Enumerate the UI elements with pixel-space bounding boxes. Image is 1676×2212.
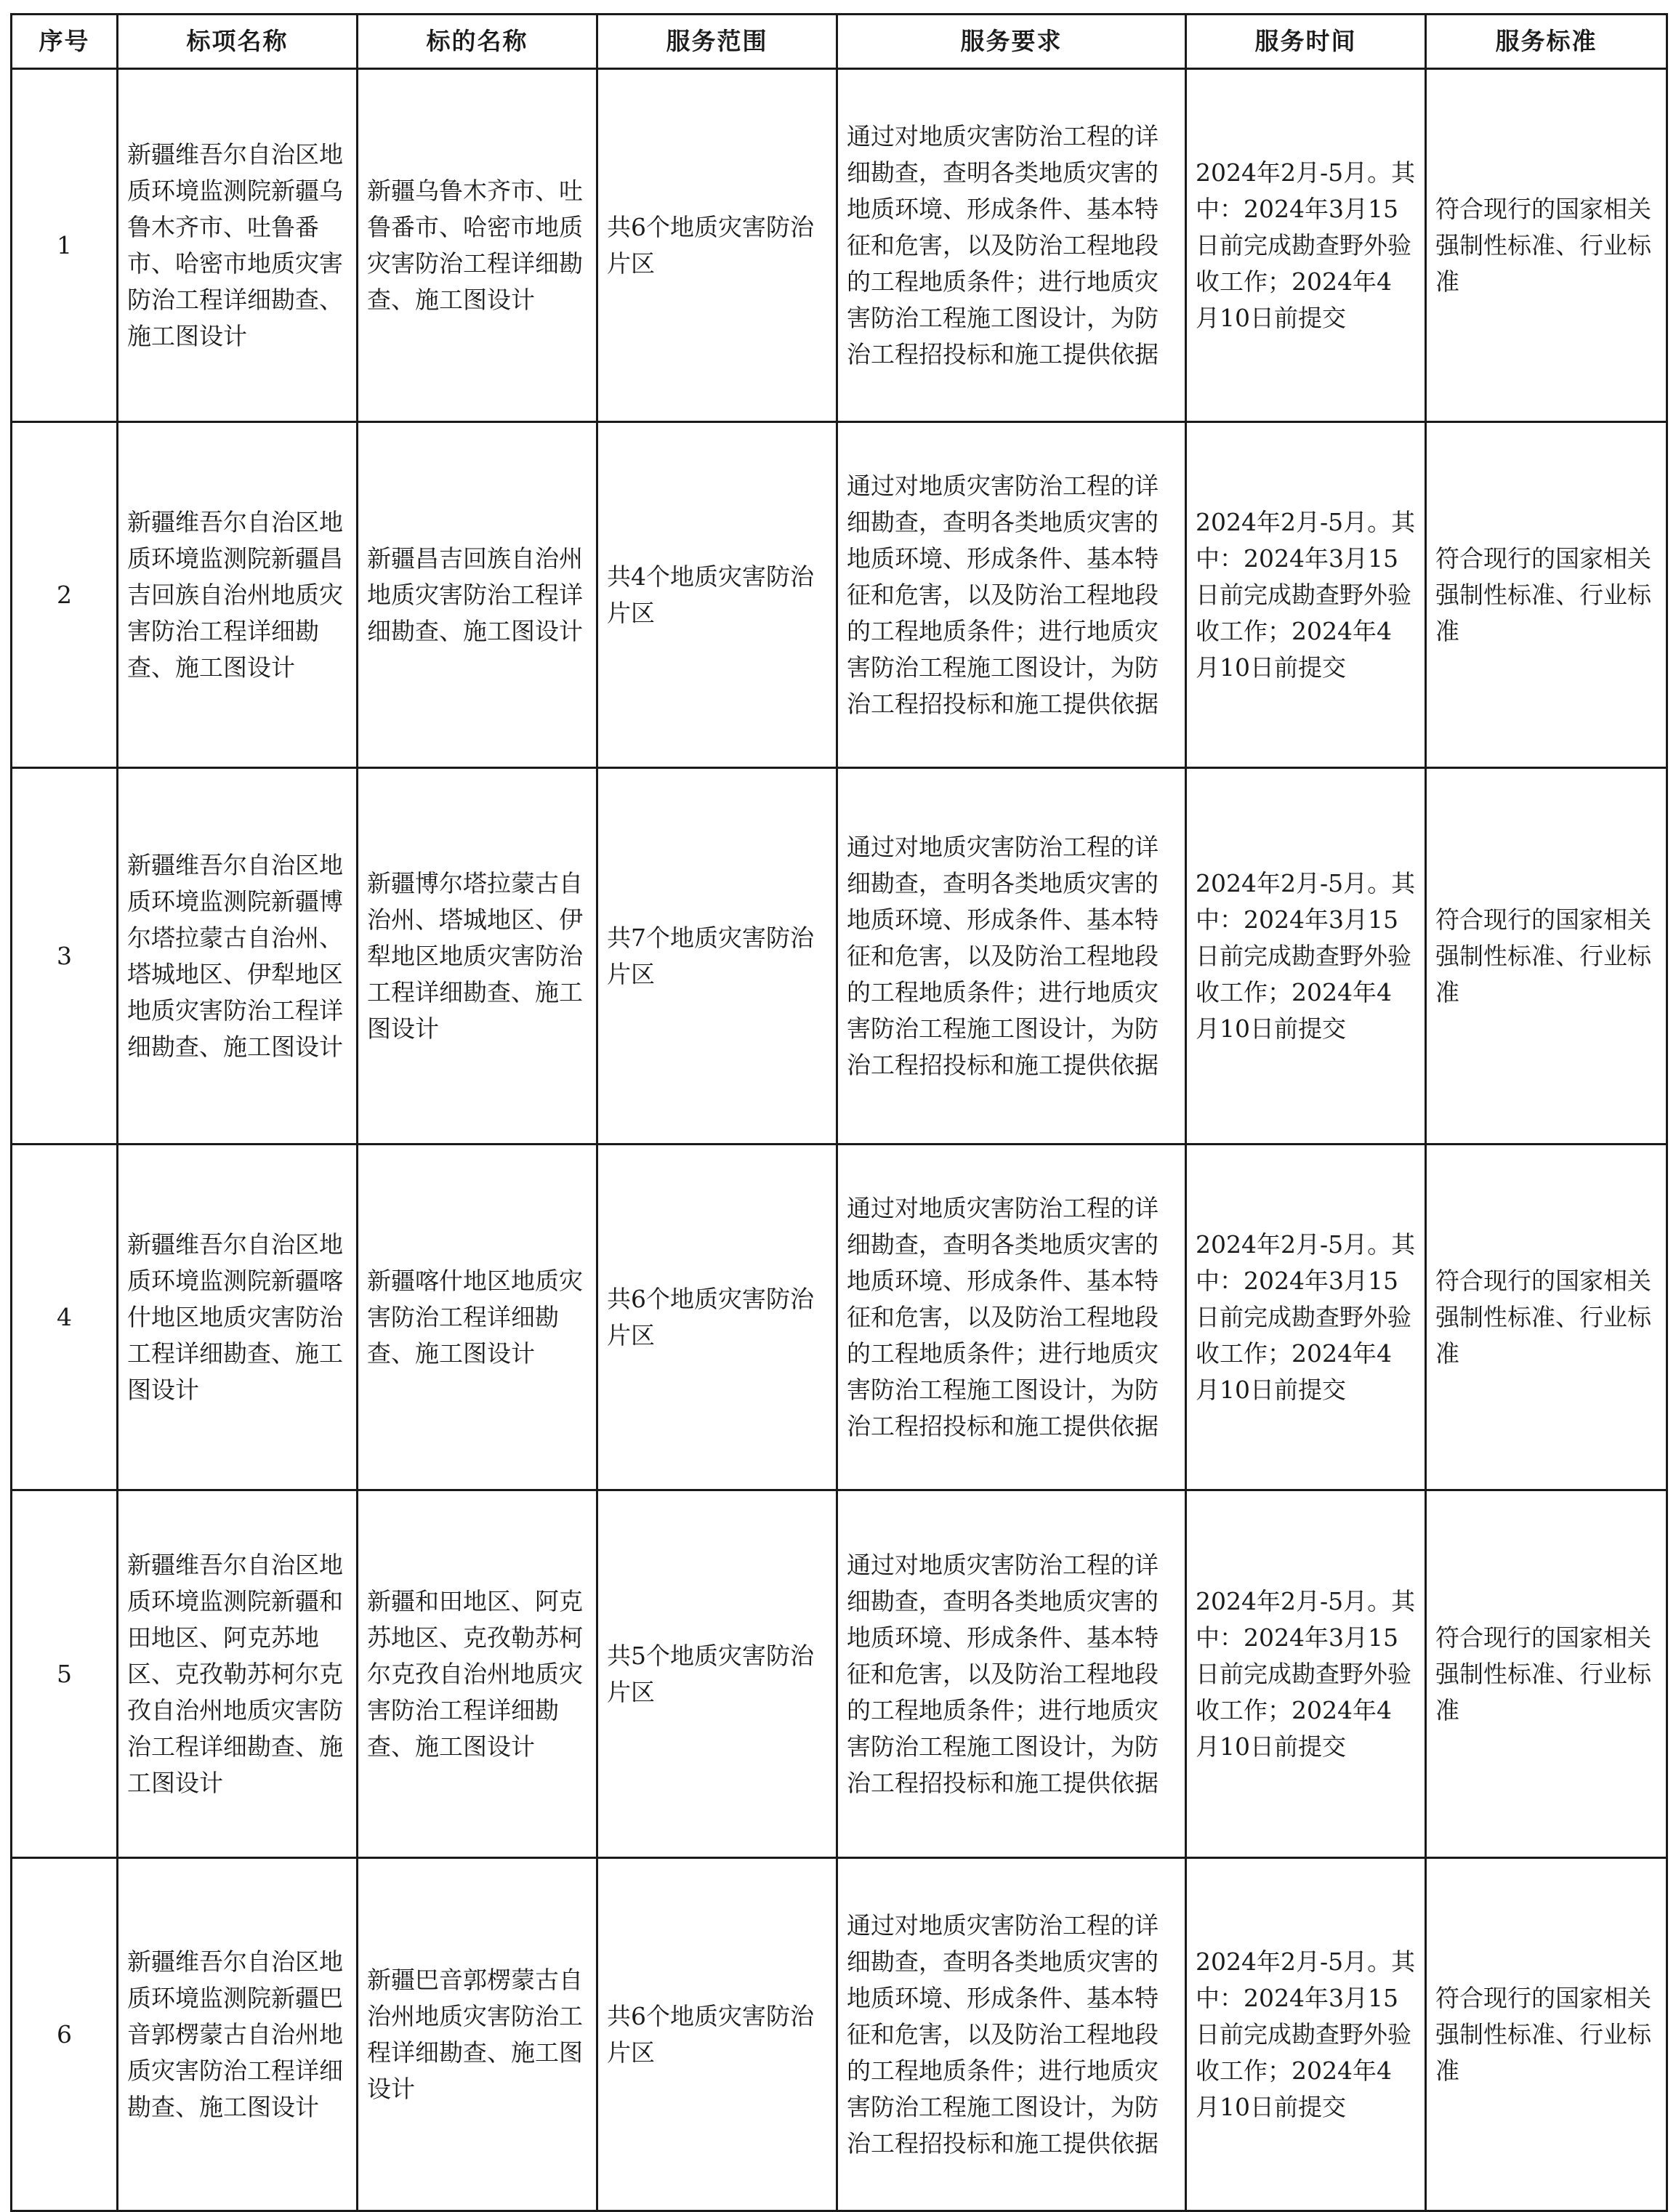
header-subject-name: 标的名称 [358, 15, 597, 69]
cell-subject-name: 新疆乌鲁木齐市、吐鲁番市、哈密市地质灾害防治工程详细勘查、施工图设计 [358, 69, 597, 422]
cell-subject-name: 新疆和田地区、阿克苏地区、克孜勒苏柯尔克孜自治州地质灾害防治工程详细勘查、施工图设计 [358, 1490, 597, 1858]
cell-time: 2024年2月-5月。其中：2024年3月15日前完成勘查野外验收工作；2024年4 月10日前提交 [1186, 1858, 1426, 2211]
table-row [12, 69, 1667, 422]
cell-scope: 共4个地质灾害防治片区 [597, 422, 837, 768]
cell-requirement: 通过对地质灾害防治工程的详细勘查，查明各类地质灾害的地质环境、形成条件、基本特征和危害，以及防治工程地段的工程地质条件；进行地质灾害防治工程施工图设计，为防治工程招投标和施工提供依据 [837, 69, 1186, 422]
table-row [12, 422, 1667, 768]
cell-time: 2024年2月-5月。其中：2024年3月15日前完成勘查野外验收工作；2024年4 月10日前提交 [1186, 69, 1426, 422]
cell-no: 3 [12, 768, 118, 1145]
cell-standard: 符合现行的国家相关强制性标准、行业标准 [1426, 768, 1667, 1145]
header-no: 序号 [12, 15, 118, 69]
cell-no: 4 [12, 1145, 118, 1490]
cell-subject-name: 新疆巴音郭楞蒙古自治州地质灾害防治工程详细勘查、施工图设计 [358, 1858, 597, 2211]
cell-scope: 共6个地质灾害防治片区 [597, 69, 837, 422]
header-standard: 服务标准 [1426, 15, 1667, 69]
cell-standard: 符合现行的国家相关强制性标准、行业标准 [1426, 1490, 1667, 1858]
cell-subject-name: 新疆喀什地区地质灾害防治工程详细勘查、施工图设计 [358, 1145, 597, 1490]
header-time: 服务时间 [1186, 15, 1426, 69]
cell-item-name: 新疆维吾尔自治区地质环境监测院新疆博尔塔拉蒙古自治州、塔城地区、伊犁地区地质灾害防治工程详细勘查、施工图设计 [118, 768, 358, 1145]
table-header-row [12, 15, 1667, 69]
table-row [12, 768, 1667, 1145]
cell-item-name: 新疆维吾尔自治区地质环境监测院新疆喀什地区地质灾害防治工程详细勘查、施工图设计 [118, 1145, 358, 1490]
table-row [12, 1858, 1667, 2211]
cell-item-name: 新疆维吾尔自治区地质环境监测院新疆昌吉回族自治州地质灾害防治工程详细勘查、施工图设计 [118, 422, 358, 768]
cell-time: 2024年2月-5月。其中：2024年3月15日前完成勘查野外验收工作；2024年4 月10日前提交 [1186, 422, 1426, 768]
header-scope: 服务范围 [597, 15, 837, 69]
cell-requirement: 通过对地质灾害防治工程的详细勘查，查明各类地质灾害的地质环境、形成条件、基本特征和危害，以及防治工程地段的工程地质条件；进行地质灾害防治工程施工图设计，为防治工程招投标和施工提供依据 [837, 768, 1186, 1145]
cell-standard: 符合现行的国家相关强制性标准、行业标准 [1426, 1858, 1667, 2211]
cell-requirement: 通过对地质灾害防治工程的详细勘查，查明各类地质灾害的地质环境、形成条件、基本特征和危害，以及防治工程地段的工程地质条件；进行地质灾害防治工程施工图设计，为防治工程招投标和施工提供依据 [837, 1490, 1186, 1858]
cell-scope: 共5个地质灾害防治片区 [597, 1490, 837, 1858]
cell-scope: 共6个地质灾害防治片区 [597, 1858, 837, 2211]
cell-time: 2024年2月-5月。其中：2024年3月15日前完成勘查野外验收工作；2024年4 月10日前提交 [1186, 1490, 1426, 1858]
header-requirement: 服务要求 [837, 15, 1186, 69]
cell-time: 2024年2月-5月。其中：2024年3月15日前完成勘查野外验收工作；2024年4 月10日前提交 [1186, 768, 1426, 1145]
cell-item-name: 新疆维吾尔自治区地质环境监测院新疆和田地区、阿克苏地区、克孜勒苏柯尔克孜自治州地质灾害防治工程详细勘查、施工图设计 [118, 1490, 358, 1858]
cell-item-name: 新疆维吾尔自治区地质环境监测院新疆巴音郭楞蒙古自治州地质灾害防治工程详细勘查、施工图设计 [118, 1858, 358, 2211]
cell-scope: 共6个地质灾害防治片区 [597, 1145, 837, 1490]
cell-requirement: 通过对地质灾害防治工程的详细勘查，查明各类地质灾害的地质环境、形成条件、基本特征和危害，以及防治工程地段的工程地质条件；进行地质灾害防治工程施工图设计，为防治工程招投标和施工提供依据 [837, 422, 1186, 768]
cell-standard: 符合现行的国家相关强制性标准、行业标准 [1426, 69, 1667, 422]
cell-no: 5 [12, 1490, 118, 1858]
cell-requirement: 通过对地质灾害防治工程的详细勘查，查明各类地质灾害的地质环境、形成条件、基本特征和危害，以及防治工程地段的工程地质条件；进行地质灾害防治工程施工图设计，为防治工程招投标和施工提供依据 [837, 1145, 1186, 1490]
cell-time: 2024年2月-5月。其中：2024年3月15日前完成勘查野外验收工作；2024年4 月10日前提交 [1186, 1145, 1426, 1490]
cell-subject-name: 新疆昌吉回族自治州地质灾害防治工程详细勘查、施工图设计 [358, 422, 597, 768]
table-row [12, 1490, 1667, 1858]
table-row [12, 1145, 1667, 1490]
header-item-name: 标项名称 [118, 15, 358, 69]
cell-requirement: 通过对地质灾害防治工程的详细勘查，查明各类地质灾害的地质环境、形成条件、基本特征和危害，以及防治工程地段的工程地质条件；进行地质灾害防治工程施工图设计，为防治工程招投标和施工提供依据 [837, 1858, 1186, 2211]
cell-scope: 共7个地质灾害防治片区 [597, 768, 837, 1145]
cell-no: 1 [12, 69, 118, 422]
cell-no: 6 [12, 1858, 118, 2211]
cell-item-name: 新疆维吾尔自治区地质环境监测院新疆乌鲁木齐市、吐鲁番市、哈密市地质灾害防治工程详细勘查、施工图设计 [118, 69, 358, 422]
cell-standard: 符合现行的国家相关强制性标准、行业标准 [1426, 1145, 1667, 1490]
cell-subject-name: 新疆博尔塔拉蒙古自治州、塔城地区、伊犁地区地质灾害防治工程详细勘查、施工图设计 [358, 768, 597, 1145]
service-table [10, 13, 1668, 2212]
cell-standard: 符合现行的国家相关强制性标准、行业标准 [1426, 422, 1667, 768]
cell-no: 2 [12, 422, 118, 768]
